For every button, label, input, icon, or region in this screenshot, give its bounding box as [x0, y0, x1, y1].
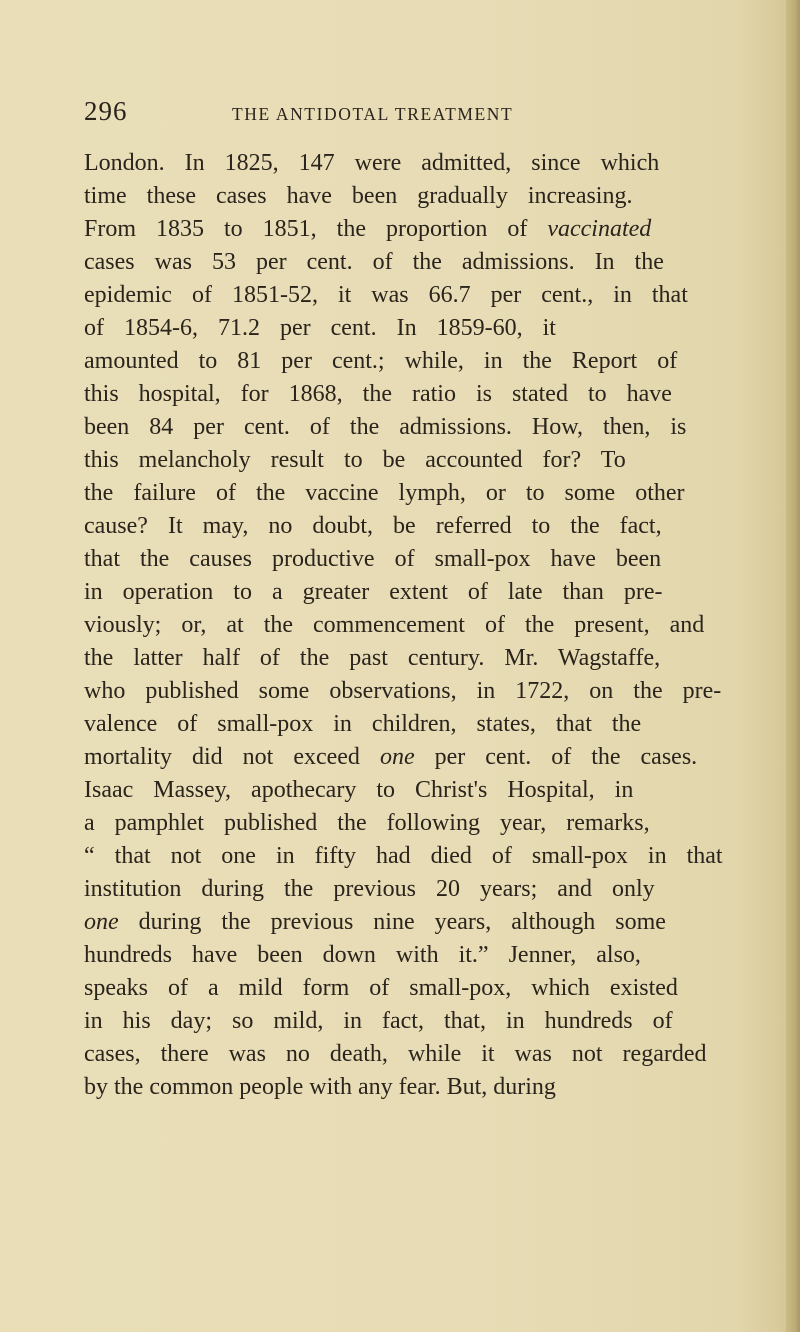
- text-line: [84, 213, 784, 246]
- text-line: [84, 444, 784, 477]
- text-segment: valence of small-pox in children, states, that the: [84, 711, 642, 737]
- text-segment: a pamphlet published the following year, remarks,: [84, 810, 650, 836]
- text-line: [84, 642, 784, 675]
- text-line: [84, 675, 784, 708]
- text-segment: hundreds have been down with it.” Jenner, also,: [84, 942, 641, 968]
- page-header: [84, 94, 784, 134]
- text-segment: by the common people with any fear. But, during: [84, 1074, 556, 1100]
- text-segment: the failure of the vaccine lymph, or to some other: [84, 480, 685, 506]
- text-line: [84, 345, 784, 378]
- text-line: [84, 411, 784, 444]
- text-line: [84, 1005, 784, 1038]
- text-line: [84, 840, 784, 873]
- text-line: [84, 246, 784, 279]
- italic-text: one: [379, 744, 415, 770]
- text-segment: this hospital, for 1868, the ratio is stated to have: [84, 381, 672, 407]
- italic-text: vaccinated: [547, 216, 652, 242]
- text-line: [84, 147, 784, 180]
- text-line: [84, 510, 784, 543]
- text-segment: epidemic of 1851-52, it was 66.7 per cent., in that: [84, 282, 688, 308]
- text-line: [84, 906, 784, 939]
- text-line: [84, 312, 784, 345]
- text-line: [84, 279, 784, 312]
- body-text: [84, 147, 784, 1104]
- text-segment: cases, there was no death, while it was not regarded: [84, 1041, 707, 1067]
- text-segment: been 84 per cent. of the admissions. How, then, is: [84, 414, 687, 440]
- text-line: [84, 378, 784, 411]
- running-head: THE ANTIDOTAL TREATMENT: [232, 104, 514, 124]
- text-line: [84, 873, 784, 906]
- text-segment: who published some observations, in 1722, on the pre-: [84, 678, 722, 704]
- text-line: [84, 939, 784, 972]
- text-line: [84, 609, 784, 642]
- text-segment: in operation to a greater extent of late than pre-: [84, 579, 663, 605]
- text-line: [84, 543, 784, 576]
- text-segment: per cent. of the cases.: [414, 744, 698, 770]
- text-segment: cause? It may, no doubt, be referred to the fact,: [84, 513, 662, 539]
- text-segment: the latter half of the past century. Mr. Wagstaffe,: [84, 645, 661, 671]
- text-segment: of 1854-6, 71.2 per cent. In 1859-60, it: [84, 315, 556, 341]
- text-segment: during the previous nine years, although some: [118, 909, 666, 935]
- text-segment: speaks of a mild form of small-pox, which existed: [84, 975, 678, 1001]
- text-line: [84, 1038, 784, 1071]
- text-segment: London. In 1825, 147 were admitted, since which: [84, 150, 660, 176]
- text-segment: “ that not one in fifty had died of small-pox in that: [84, 843, 723, 869]
- text-line: [84, 708, 784, 741]
- page-edge: [786, 0, 800, 1332]
- text-segment: time these cases have been gradually increasing.: [84, 183, 633, 209]
- text-segment: institution during the previous 20 years; and only: [84, 876, 655, 902]
- italic-text: one: [84, 909, 119, 935]
- text-line: [84, 576, 784, 609]
- text-segment: this melancholy result to be accounted for? To: [84, 447, 626, 473]
- page-number: 296: [84, 96, 128, 126]
- text-segment: From 1835 to 1851, the proportion of: [84, 216, 548, 242]
- text-line: [84, 774, 784, 807]
- text-line: [84, 807, 784, 840]
- text-line: [84, 741, 784, 774]
- text-line: [84, 972, 784, 1005]
- text-line: [84, 1071, 784, 1104]
- text-segment: that the causes productive of small-pox have been: [84, 546, 662, 572]
- text-segment: cases was 53 per cent. of the admissions. In the: [84, 249, 664, 275]
- text-line: [84, 477, 784, 510]
- text-segment: viously; or, at the commencement of the present, and: [84, 612, 705, 638]
- text-segment: mortality did not exceed: [84, 744, 380, 770]
- text-segment: in his day; so mild, in fact, that, in hundreds of: [84, 1008, 673, 1034]
- text-segment: amounted to 81 per cent.; while, in the Report of: [84, 348, 678, 374]
- text-line: [84, 180, 784, 213]
- text-segment: Isaac Massey, apothecary to Christ's Hospital, in: [84, 777, 634, 803]
